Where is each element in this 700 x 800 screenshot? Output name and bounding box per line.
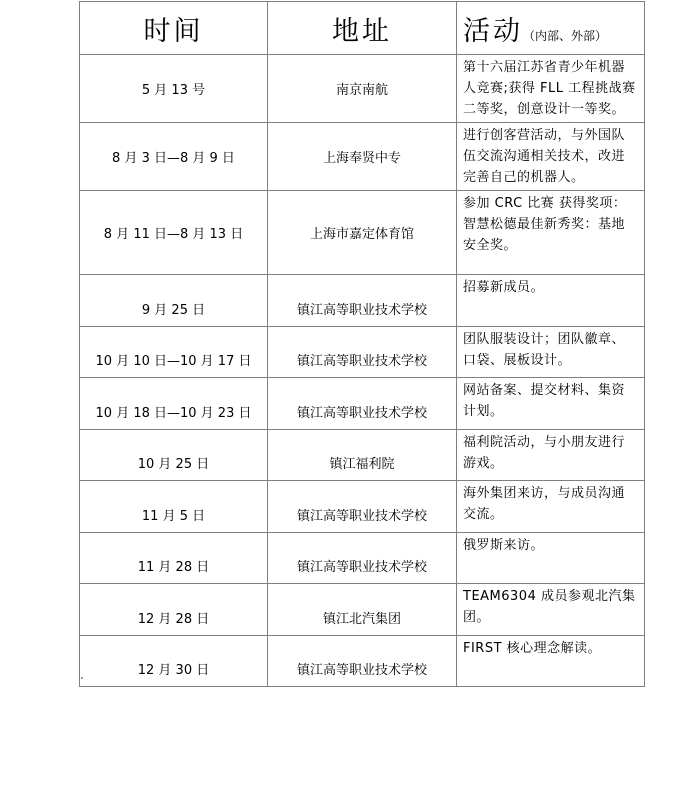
row-address: 南京南航 (268, 55, 457, 123)
row-time: 10 月 18 日—10 月 23 日 (80, 378, 268, 430)
row-address: 上海奉贤中专 (268, 123, 457, 191)
row-activity: 团队服装设计；团队徽章、口袋、展板设计。 (457, 327, 645, 378)
table-row (80, 378, 645, 430)
table-row (80, 430, 645, 481)
table-row (80, 481, 645, 533)
header-activity-note: （内部、外部） (523, 28, 608, 43)
table-row (80, 275, 645, 327)
row-time: 10 月 10 日—10 月 17 日 (80, 327, 268, 378)
row-activity: 参加 CRC 比赛 获得奖项：智慧松德最佳新秀奖：基地安全奖。 (457, 191, 645, 275)
header-address: 地址 (268, 2, 457, 55)
table-row (80, 327, 645, 378)
row-address: 上海市嘉定体育馆 (268, 191, 457, 275)
row-address: 镇江高等职业技术学校 (268, 636, 457, 687)
table-row (80, 191, 645, 275)
row-time: 9 月 25 日 (80, 275, 268, 327)
row-time: 11 月 5 日 (80, 481, 268, 533)
row-time: 11 月 28 日 (80, 533, 268, 584)
row-time: 10 月 25 日 (80, 430, 268, 481)
row-activity: 俄罗斯来访。 (457, 533, 645, 584)
row-activity: 第十六届江苏省青少年机器人竞赛;获得 FLL 工程挑战赛二等奖，创意设计一等奖。 (457, 55, 645, 123)
row-address: 镇江高等职业技术学校 (268, 533, 457, 584)
row-activity: 网站备案、提交材料、集资计划。 (457, 378, 645, 430)
header-activity (457, 2, 645, 55)
table-row (80, 55, 645, 123)
row-address: 镇江高等职业技术学校 (268, 327, 457, 378)
activity-table (79, 1, 645, 687)
table-row (80, 636, 645, 687)
row-time: 5 月 13 号 (80, 55, 268, 123)
row-time: 12 月 28 日 (80, 584, 268, 636)
row-address: 镇江福利院 (268, 430, 457, 481)
row-activity: 海外集团来访，与成员沟通交流。 (457, 481, 645, 533)
row-time: 12 月 30 日 (80, 636, 268, 687)
header-activity-title: 活动 (463, 15, 523, 47)
page-dot-mark (81, 677, 83, 679)
header-time: 时间 (80, 2, 268, 55)
row-activity: 招募新成员。 (457, 275, 645, 327)
row-address: 镇江高等职业技术学校 (268, 481, 457, 533)
row-activity: TEAM6304 成员参观北汽集团。 (457, 584, 645, 636)
table-row (80, 584, 645, 636)
row-address: 镇江高等职业技术学校 (268, 275, 457, 327)
row-address: 镇江高等职业技术学校 (268, 378, 457, 430)
row-activity: 福利院活动，与小朋友进行游戏。 (457, 430, 645, 481)
row-time: 8 月 3 日—8 月 9 日 (80, 123, 268, 191)
row-address: 镇江北汽集团 (268, 584, 457, 636)
row-activity: FIRST 核心理念解读。 (457, 636, 645, 687)
row-activity: 进行创客营活动，与外国队伍交流沟通相关技术，改进完善自己的机器人。 (457, 123, 645, 191)
table-header-row (80, 2, 645, 55)
table-row (80, 123, 645, 191)
table-row (80, 533, 645, 584)
row-time: 8 月 11 日—8 月 13 日 (80, 191, 268, 275)
